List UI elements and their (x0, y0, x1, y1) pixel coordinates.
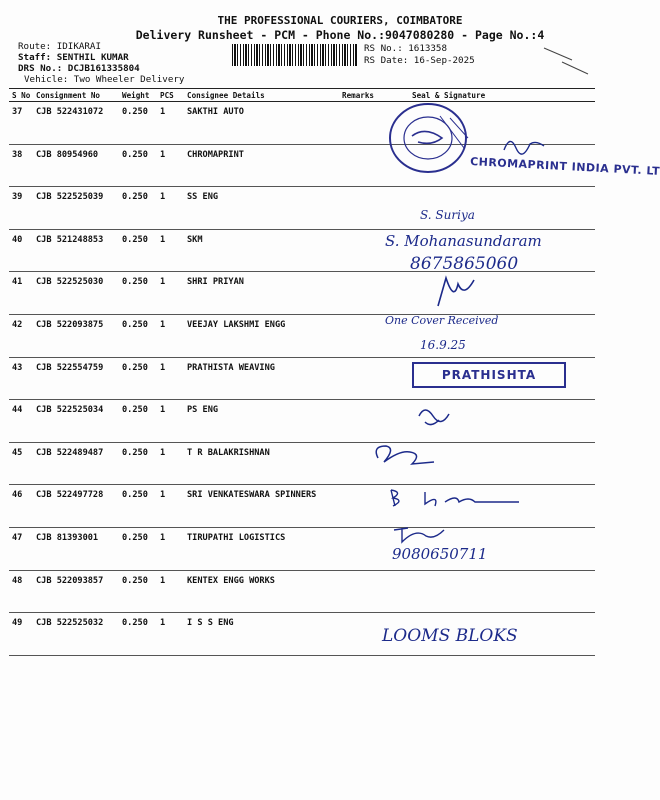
cell-weight: 0.250 (119, 442, 157, 485)
cell-signature (392, 613, 595, 656)
cell-remarks (339, 102, 392, 145)
barcode (232, 44, 358, 66)
col-consignment: Consignment No (33, 89, 119, 102)
route-label: Route: IDIKARAI (18, 41, 101, 52)
stamp-prathishta: PRATHISHTA (412, 362, 566, 388)
col-sno: S No (9, 89, 33, 102)
signature-40-phone: 8675865060 (410, 254, 519, 274)
cell-consignee: PRATHISTA WEAVING (184, 357, 339, 400)
cell-consignment: CJB 522525039 (33, 187, 119, 230)
cell-remarks (339, 144, 392, 187)
table-row (9, 229, 595, 272)
col-weight: Weight (119, 89, 157, 102)
stamp-chromaprint: CHROMAPRINT INDIA PVT. LT (469, 155, 660, 178)
cell-consignee: TIRUPATHI LOGISTICS (184, 527, 339, 570)
col-signature: Seal & Signature (392, 89, 595, 102)
cell-remarks (339, 400, 392, 443)
cell-remarks (339, 314, 392, 357)
cell-pcs: 1 (157, 485, 184, 528)
cell-consignment: CJB 80954960 (33, 144, 119, 187)
cell-pcs: 1 (157, 442, 184, 485)
cell-pcs: 1 (157, 570, 184, 613)
cell-remarks (339, 613, 392, 656)
rs-number: RS No.: 1613358 (364, 43, 447, 54)
cell-weight: 0.250 (119, 485, 157, 528)
cell-consignee: SS ENG (184, 187, 339, 230)
drs-number: DRS No.: DCJB161335804 (18, 63, 140, 74)
cell-consignment: CJB 522489487 (33, 442, 119, 485)
cell-sno: 48 (9, 570, 33, 613)
cell-remarks (339, 527, 392, 570)
cell-sno: 46 (9, 485, 33, 528)
cell-consignment: CJB 522093857 (33, 570, 119, 613)
cell-signature (392, 527, 595, 570)
cell-signature (392, 144, 595, 187)
cell-weight: 0.250 (119, 400, 157, 443)
vehicle-label: Vehicle: Two Wheeler Delivery (24, 74, 185, 85)
cell-pcs: 1 (157, 144, 184, 187)
staff-label: Staff: SENTHIL KUMAR (18, 52, 129, 63)
cell-signature (392, 272, 595, 315)
cell-sno: 42 (9, 314, 33, 357)
cell-consignment: CJB 522525030 (33, 272, 119, 315)
cell-pcs: 1 (157, 229, 184, 272)
table-row (9, 613, 595, 656)
cell-weight: 0.250 (119, 570, 157, 613)
cell-signature (392, 570, 595, 613)
cell-sno: 37 (9, 102, 33, 145)
runsheet-table (9, 88, 595, 656)
cell-consignee: SAKTHI AUTO (184, 102, 339, 145)
cell-signature (392, 187, 595, 230)
cell-weight: 0.250 (119, 272, 157, 315)
cell-weight: 0.250 (119, 357, 157, 400)
cell-remarks (339, 272, 392, 315)
signature-47-phone: 9080650711 (392, 545, 488, 563)
col-pcs: PCS (157, 89, 184, 102)
table-row (9, 357, 595, 400)
table-row (9, 102, 595, 145)
cell-weight: 0.250 (119, 314, 157, 357)
cell-consignee: SKM (184, 229, 339, 272)
cell-pcs: 1 (157, 102, 184, 145)
table-row (9, 527, 595, 570)
signature-40-name: S. Mohanasundaram (385, 232, 542, 250)
company-title: THE PROFESSIONAL COURIERS, COIMBATORE (217, 14, 463, 27)
cell-pcs: 1 (157, 400, 184, 443)
cell-signature (392, 357, 595, 400)
runsheet-subtitle: Delivery Runsheet - PCM - Phone No.:9047080280 - Page No.:4 (135, 28, 545, 42)
cell-consignee: VEEJAY LAKSHMI ENGG (184, 314, 339, 357)
cell-consignment: CJB 522525032 (33, 613, 119, 656)
cell-consignment: CJB 81393001 (33, 527, 119, 570)
signature-42-note: One Cover Received (385, 314, 499, 327)
cell-remarks (339, 570, 392, 613)
table-row (9, 442, 595, 485)
cell-pcs: 1 (157, 613, 184, 656)
cell-consignment: CJB 522554759 (33, 357, 119, 400)
cell-sno: 39 (9, 187, 33, 230)
cell-remarks (339, 442, 392, 485)
table-row (9, 485, 595, 528)
table-row (9, 570, 595, 613)
cell-weight: 0.250 (119, 229, 157, 272)
cell-sno: 44 (9, 400, 33, 443)
cell-sno: 49 (9, 613, 33, 656)
cell-pcs: 1 (157, 314, 184, 357)
cell-remarks (339, 485, 392, 528)
cell-consignee: I S S ENG (184, 613, 339, 656)
signature-42-date: 16.9.25 (420, 338, 466, 352)
cell-consignee: CHROMAPRINT (184, 144, 339, 187)
cell-weight: 0.250 (119, 144, 157, 187)
table-row (9, 314, 595, 357)
cell-sno: 43 (9, 357, 33, 400)
cell-signature (392, 400, 595, 443)
cell-signature (392, 229, 595, 272)
table-row (9, 144, 595, 187)
cell-consignment: CJB 521248853 (33, 229, 119, 272)
col-consignee: Consignee Details (184, 89, 339, 102)
cell-consignment: CJB 522525034 (33, 400, 119, 443)
cell-consignee: SHRI PRIYAN (184, 272, 339, 315)
cell-consignee: T R BALAKRISHNAN (184, 442, 339, 485)
pen-mark-icon (542, 40, 592, 80)
cell-weight: 0.250 (119, 187, 157, 230)
rs-date: RS Date: 16-Sep-2025 (364, 55, 475, 66)
cell-consignment: CJB 522497728 (33, 485, 119, 528)
cell-signature (392, 102, 595, 145)
cell-signature (392, 442, 595, 485)
cell-weight: 0.250 (119, 102, 157, 145)
table-row (9, 400, 595, 443)
cell-sno: 40 (9, 229, 33, 272)
table-row (9, 187, 595, 230)
cell-weight: 0.250 (119, 613, 157, 656)
cell-consignee: PS ENG (184, 400, 339, 443)
cell-signature (392, 485, 595, 528)
col-remarks: Remarks (339, 89, 392, 102)
cell-pcs: 1 (157, 187, 184, 230)
cell-consignee: KENTEX ENGG WORKS (184, 570, 339, 613)
cell-consignment: CJB 522431072 (33, 102, 119, 145)
signature-49: LOOMS BLOKS (382, 626, 518, 646)
cell-remarks (339, 229, 392, 272)
cell-remarks (339, 357, 392, 400)
cell-sno: 38 (9, 144, 33, 187)
cell-sno: 41 (9, 272, 33, 315)
cell-pcs: 1 (157, 272, 184, 315)
signature-39: S. Suriya (420, 208, 475, 222)
cell-sno: 47 (9, 527, 33, 570)
table-row (9, 272, 595, 315)
cell-consignee: SRI VENKATESWARA SPINNERS (184, 485, 339, 528)
table-header-row (9, 89, 595, 102)
cell-pcs: 1 (157, 527, 184, 570)
cell-remarks (339, 187, 392, 230)
cell-pcs: 1 (157, 357, 184, 400)
cell-sno: 45 (9, 442, 33, 485)
cell-consignment: CJB 522093875 (33, 314, 119, 357)
cell-signature (392, 314, 595, 357)
cell-weight: 0.250 (119, 527, 157, 570)
